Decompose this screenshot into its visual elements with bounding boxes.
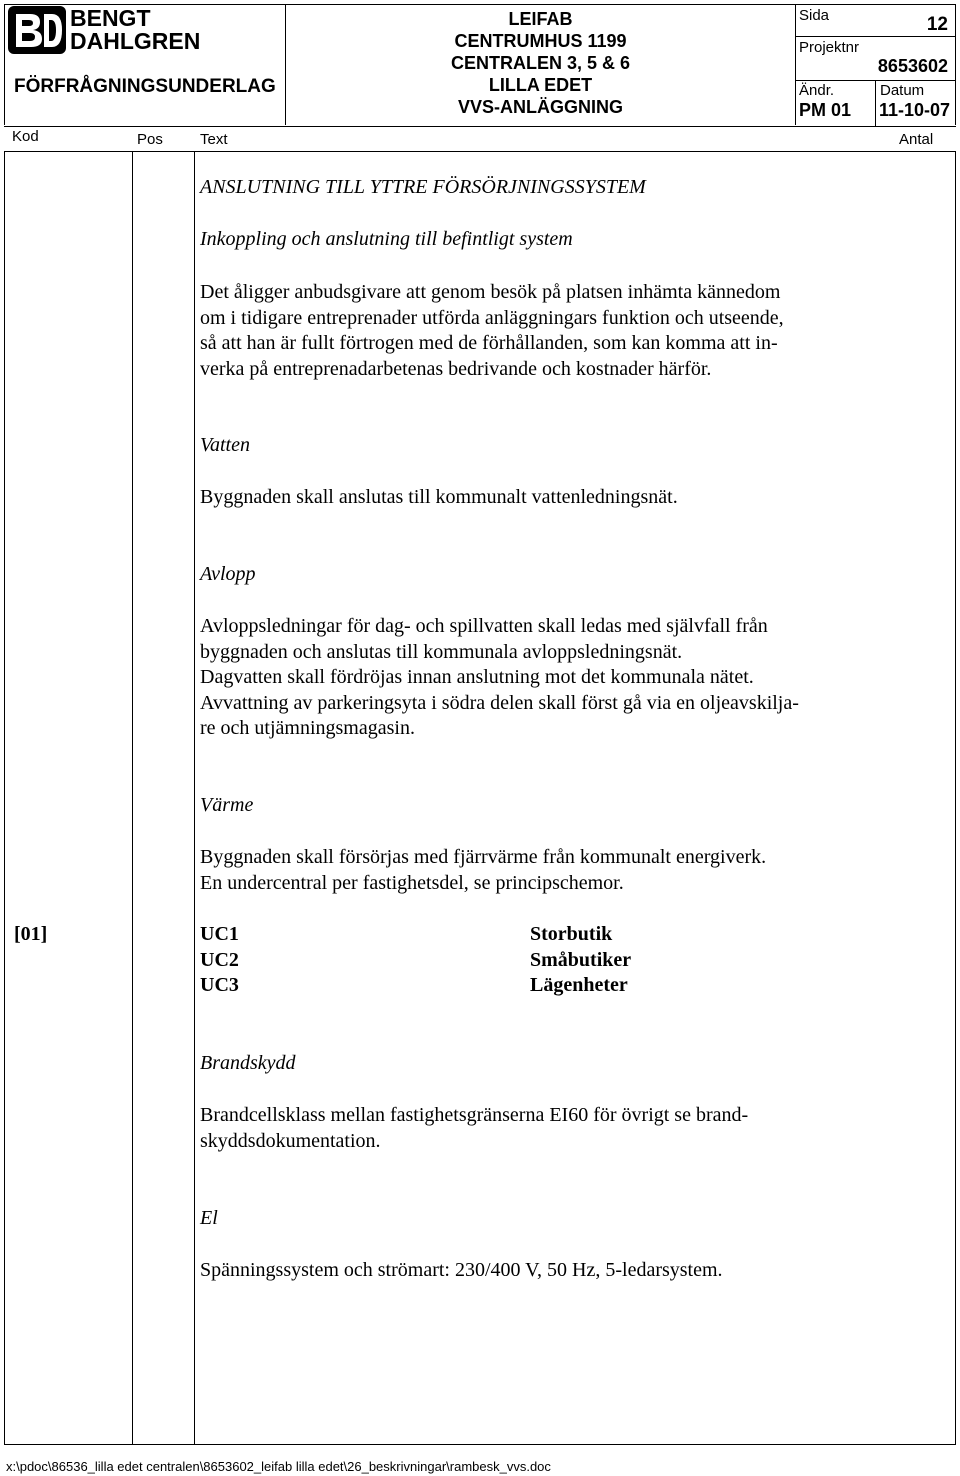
project-title [286,8,795,118]
el-text: Spänningssystem och strömart: 230/400 V, 50 Hz, 5-ledarsystem. [200,1259,723,1281]
logo-text-line1: BENGT [70,5,151,31]
vatten-text: Byggnaden skall anslutas till kommunalt vattenledningsnät. [200,486,678,508]
intro-paragraph [200,280,940,382]
varme-heading: Värme [200,794,254,816]
title-line: LILLA EDET [488,75,593,95]
title-line: CENTRALEN 3, 5 & 6 [450,53,631,73]
vatten-heading: Vatten [200,434,250,456]
text-line: Avvattning av parkeringsyta i södra delen skall först gå via en oljeavskilja- [200,691,799,714]
column-header-pos: Pos [137,131,163,148]
andr-label: Ändr. [799,82,835,99]
footer-file-path: x:\pdoc\86536_lilla edet centralen\8653602_leifab lilla edet\26_beskrivningar\rambesk_vvs.doc [6,1459,551,1474]
bd-logo-icon [8,6,66,54]
text-line: Byggnaden skall försörjas med fjärrvärme från kommunalt energiverk. [200,846,767,868]
avlopp-heading: Avlopp [200,563,256,585]
text-line: byggnaden och anslutas till kommunala avloppsledningsnät. [200,640,683,663]
el-heading: El [200,1207,218,1229]
text-line: så att han är fullt förtrogen med de förhållanden, som kan komma att in- [200,332,778,354]
subsection-heading: Inkoppling och anslutning till befintligt system [200,228,573,250]
text-line: Dagvatten skall fördröjas innan anslutning mot det kommunala nätet. [200,666,754,688]
brandskydd-heading: Brandskydd [200,1052,296,1074]
datum-value: 11-10-07 [879,100,951,120]
brandskydd-paragraph [200,1103,940,1154]
column-header-text: Text [200,131,228,148]
title-line: CENTRUMHUS 1199 [454,31,627,51]
title-line: VVS-ANLÄGGNING [457,97,623,117]
uc-name: Storbutik [530,923,613,945]
logo-text-line2: DAHLGREN [70,28,201,54]
text-line: Brandcellsklass mellan fastighetsgränserna EI60 för övrigt se brand- [200,1104,749,1126]
uc-name: Lägenheter [530,974,628,996]
avlopp-paragraph [200,614,940,742]
text-line: skyddsdokumentation. [200,1129,381,1152]
section-heading: ANSLUTNING TILL YTTRE FÖRSÖRJNINGSSYSTEM [200,176,646,198]
sida-label: Sida [799,7,830,24]
text-line: Det åligger anbudsgivare att genom besök på platsen inhämta kännedom [200,281,781,303]
column-header-kod: Kod [12,128,39,145]
projektnr-label: Projektnr [799,39,860,56]
text-line: Avloppsledningar för dag- och spillvatten skall ledas med självfall från [200,615,768,637]
kod-reference: [01] [14,923,48,945]
text-line: verka på entreprenadarbetenas bedrivande och kostnader härför. [200,357,712,380]
varme-paragraph [200,845,940,896]
text-line: om i tidigare entreprenader utförda anläggningars funktion och utseende, [200,306,784,329]
company-logo [8,6,208,56]
uc-code: UC2 [200,949,239,971]
projektnr-value: 8653602 [877,56,948,76]
document-type: FÖRFRÅGNINGSUNDERLAG [14,76,276,97]
sida-value: 12 [926,14,948,35]
andr-value: PM 01 [799,100,852,120]
title-line: LEIFAB [508,9,573,29]
uc-code: UC3 [200,974,239,996]
text-line: re och utjämningsmagasin. [200,717,415,739]
uc-code: UC1 [200,923,239,945]
column-header-antal: Antal [899,131,934,148]
uc-name: Småbutiker [530,949,632,971]
datum-label: Datum [880,82,925,99]
text-line: En undercentral per fastighetsdel, se principschemor. [200,871,624,894]
